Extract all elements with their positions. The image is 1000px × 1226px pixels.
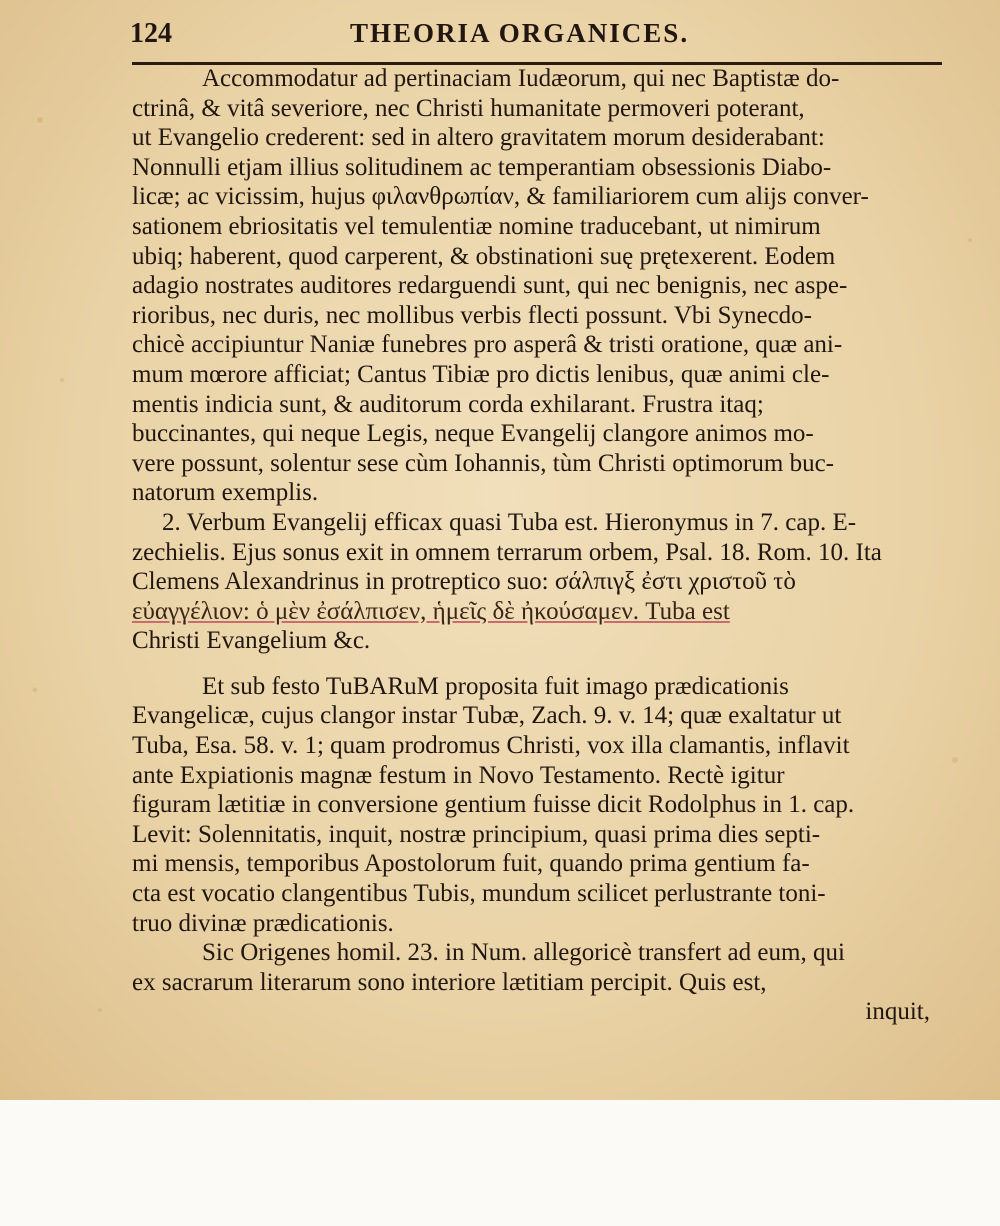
text-line: ut Evangelio crederent: sed in altero gravitatem morum desiderabant: (132, 124, 825, 152)
text-line: zechielis. Ejus sonus exit in omnem terrarum orbem, Psal. 18. Rom. 10. Ita (132, 538, 882, 566)
page-number: 124 (130, 18, 172, 49)
text-line: Evangelicæ, cujus clangor instar Tubæ, Zach. 9. v. 14; quæ exaltatur ut (132, 702, 842, 730)
text-line: Nonnulli etjam illius solitudinem ac temperantiam obsessionis Diabo- (132, 153, 832, 181)
text-line: ante Expiationis magnæ festum in Novo Testamento. Rectè igitur (132, 761, 785, 789)
text-line: mi mensis, temporibus Apostolorum fuit, quando prima gentium fa- (132, 850, 810, 878)
text-line: buccinantes, qui neque Legis, neque Evangelij clangore animos mo- (132, 420, 814, 448)
body-text (132, 64, 950, 1027)
scan-margin (0, 1100, 1000, 1226)
text-line: adagio nostrates auditores redarguendi sunt, qui nec benignis, nec aspe- (132, 272, 848, 300)
text-line: chicè accipiuntur Naniæ funebres pro asperâ & tristi oratione, quæ ani- (132, 331, 843, 359)
text-line: 2. Verbum Evangelij efficax quasi Tuba est. Hieronymus in 7. cap. E- (162, 508, 857, 536)
text-line: Accommodatur ad pertinaciam Iudæorum, qui nec Baptistæ do- (202, 65, 840, 92)
text-line: εὐαγγέλιον: ὁ μὲν ἐσάλπισεν, ἡμεῖς δὲ ἠκούσαμεν. Tuba est (132, 597, 730, 625)
text-line: rioribus, nec duris, nec mollibus verbis flecti possunt. Vbi Synecdo- (132, 301, 812, 329)
text-line: Tuba, Esa. 58. v. 1; quam prodromus Christi, vox illa clamantis, inflavit (132, 732, 850, 760)
text-line: Levit: Solennitatis, inquit, nostræ principium, quasi prima dies septi- (132, 820, 821, 848)
catchword: inquit, (865, 998, 930, 1026)
text-line: ex sacrarum literarum sono interiore lætitiam percipit. Quis est, (132, 968, 767, 996)
text-line: Christi Evangelium &c. (132, 627, 371, 655)
text-line: figuram lætitiæ in conversione gentium fuisse dicit Rodolphus in 1. cap. (132, 791, 855, 819)
paragraph-gap (132, 656, 950, 672)
page-header (130, 14, 940, 56)
text-line: Sic Origenes homil. 23. in Num. allegoricè transfert ad eum, qui (202, 939, 845, 967)
text-line: truo divinæ prædicationis. (132, 909, 394, 937)
text-line: sationem ebriositatis vel temulentiæ nomine traducebant, ut nimirum (132, 212, 821, 240)
running-title: THEORIA ORGANICES. (350, 18, 690, 48)
text-line: ctrinâ, & vitâ severiore, nec Christi humanitate permoveri poterant, (132, 94, 805, 122)
text-line: mum mœrore afficiat; Cantus Tibiæ pro dictis lenibus, quæ animi cle- (132, 360, 830, 388)
text-line: cta est vocatio clangentibus Tubis, mundum scilicet perlustrante toni- (132, 880, 826, 908)
text-line: Et sub festo TuBARuM proposita fuit imago prædicationis (202, 672, 789, 700)
text-line: licæ; ac vicissim, hujus φιλανθρωπίαν, & familiariorem cum alijs conver- (132, 183, 869, 211)
text-line: ubiq; haberent, quod carperent, & obstinationi suę prętexerent. Eodem (132, 242, 836, 270)
text-line: Clemens Alexandrinus in protreptico suo: σάλπιγξ ἐστι χριστοῦ τὸ (132, 568, 796, 596)
text-line: natorum exemplis. (132, 479, 319, 507)
text-line: mentis indicia sunt, & auditorum corda exhilarant. Frustra itaq; (132, 390, 764, 418)
text-line: vere possunt, solentur sese cùm Iohannis, tùm Christi optimorum buc- (132, 449, 834, 477)
